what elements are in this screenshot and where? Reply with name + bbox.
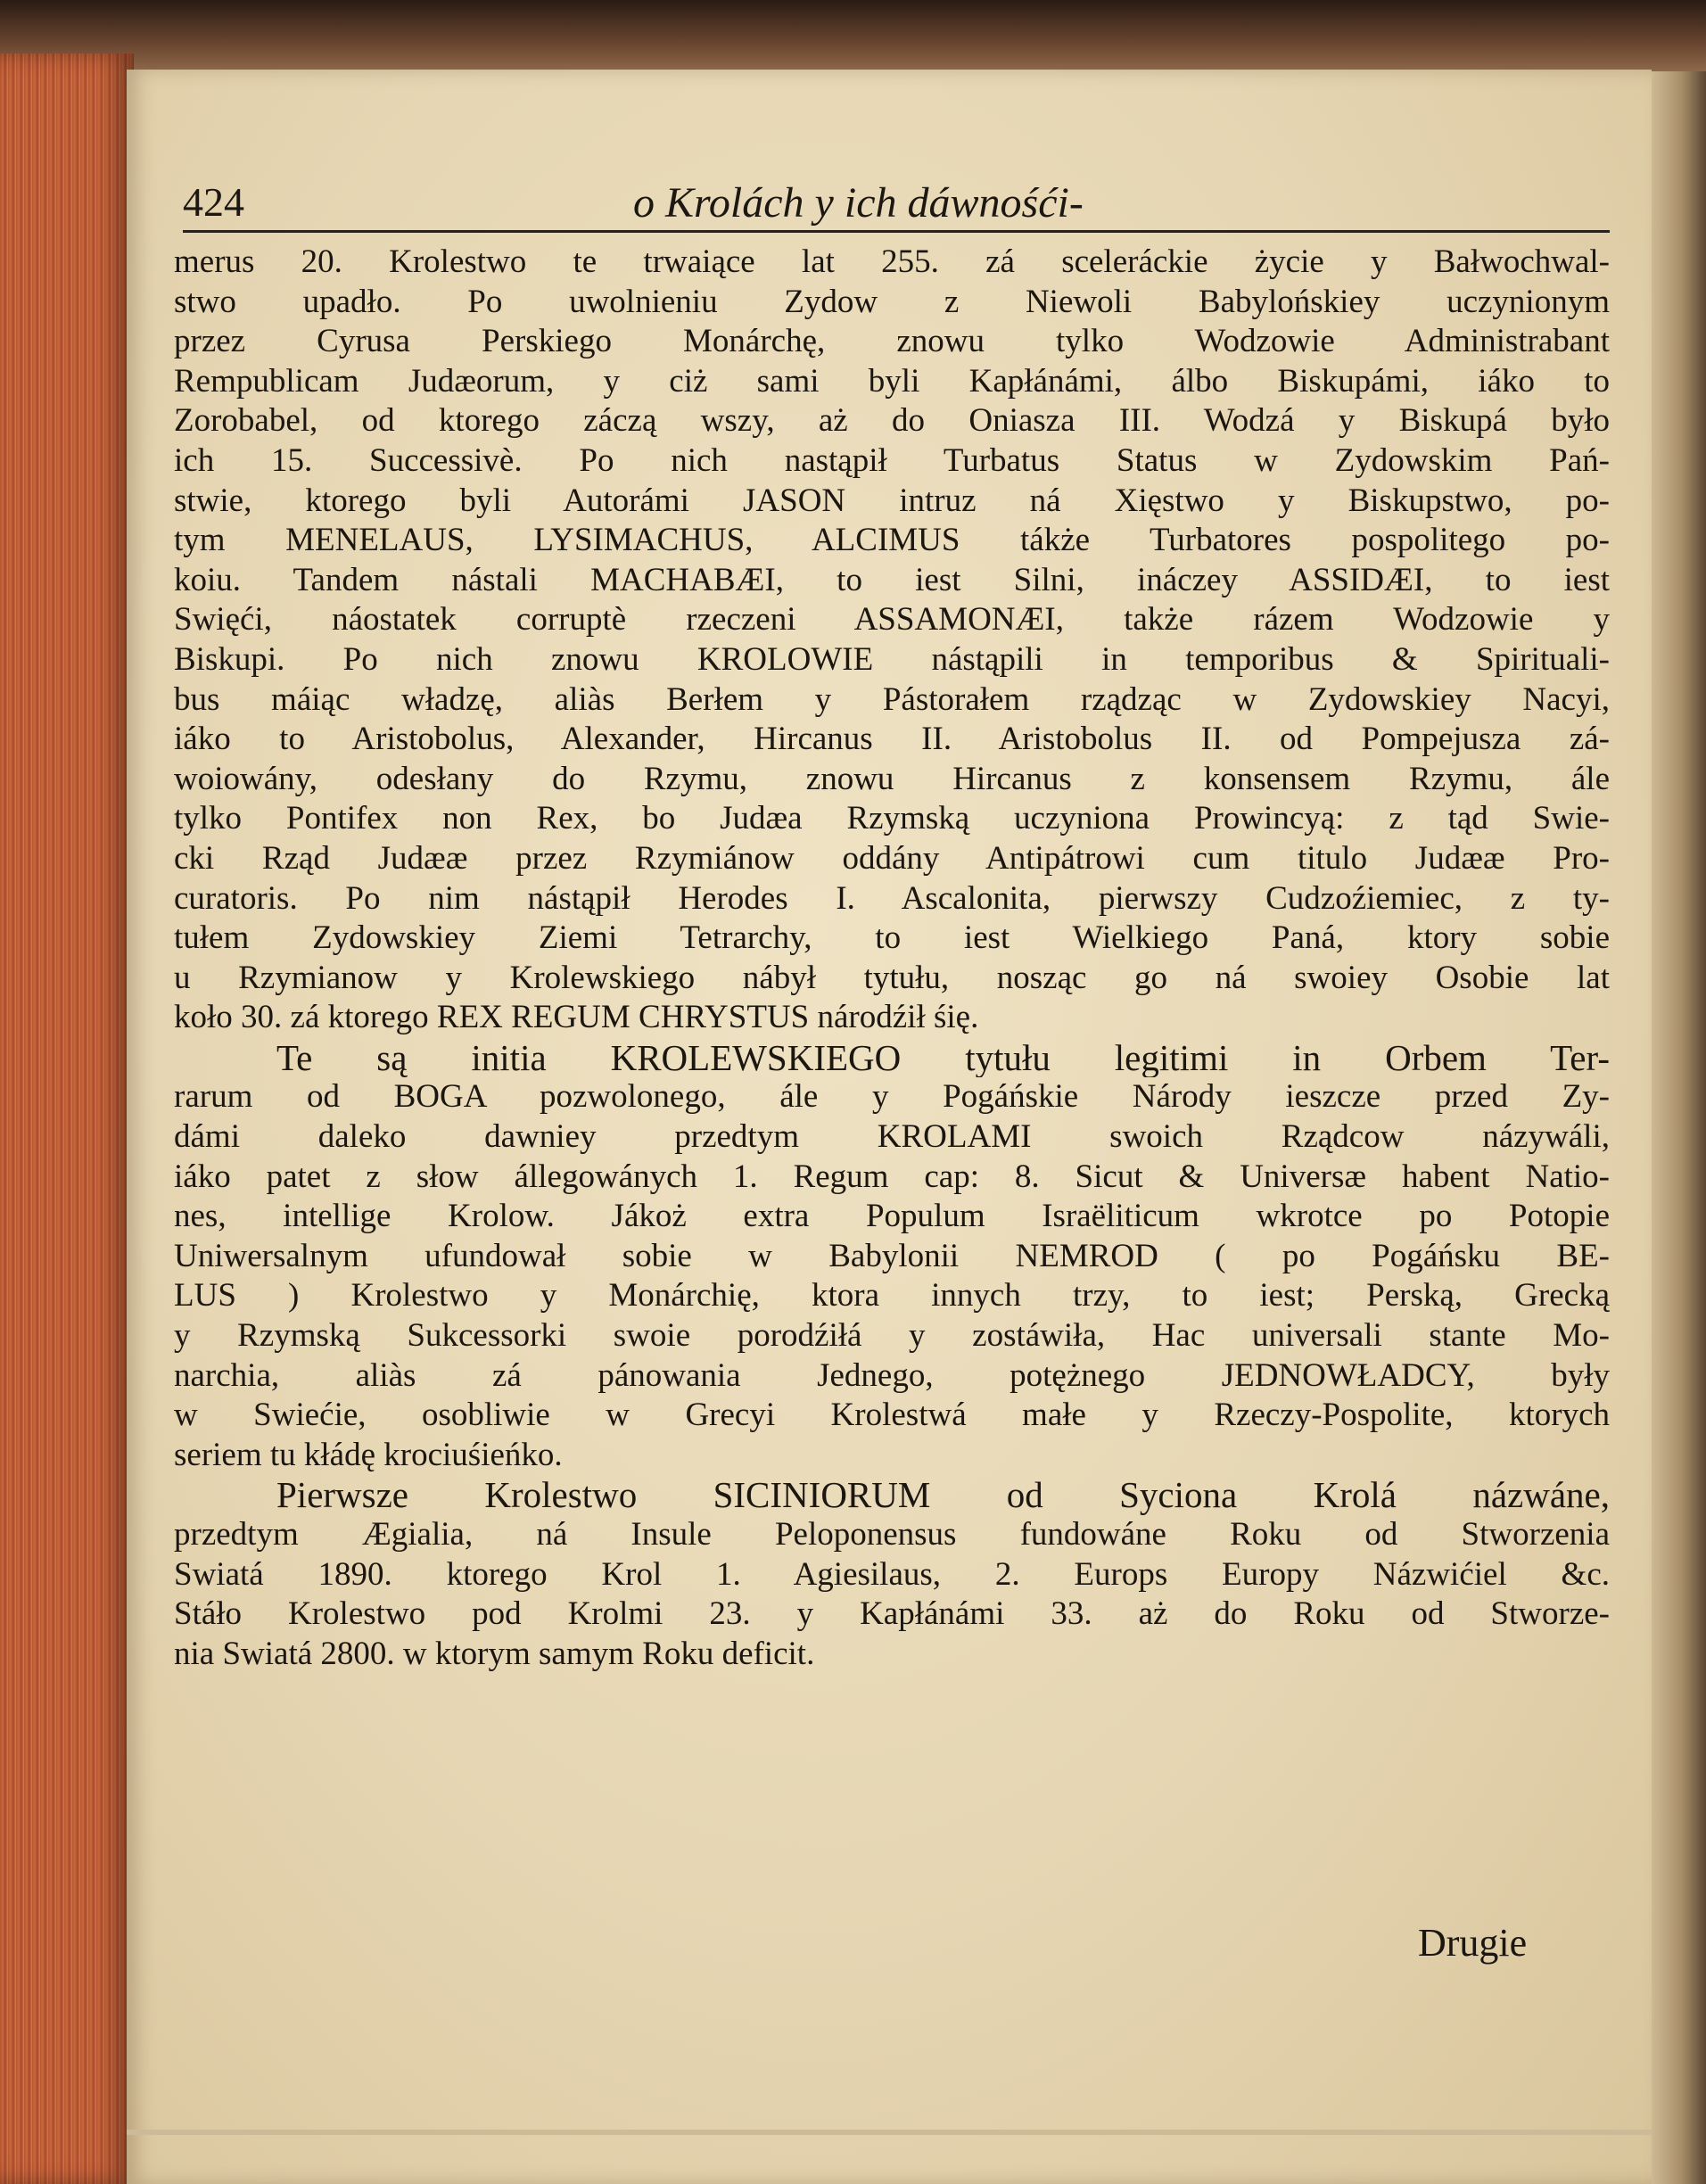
text-line: narchia, aliàs zá pánowania Jednego, potężnego JEDNOWŁADCY, były (174, 1356, 1610, 1394)
text-line: woiowány, odesłany do Rzymu, znowu Hircanus z konsensem Rzymu, ále (174, 760, 1610, 797)
text-line: iáko patet z słow állegowánych 1. Regum cap: 8. Sicut & Universæ habent Natio- (174, 1158, 1610, 1195)
text-line: bus máiąc władzę, aliàs Berłem y Pástorałem rządząc w Zydowskiey Nacyi, (174, 680, 1610, 718)
text-line: iáko to Aristobolus, Alexander, Hircanus II. Aristobolus II. od Pompejusza zá- (174, 721, 1610, 758)
text-line: curatoris. Po nim nástąpił Herodes I. Ascalonita, pierwszy Cudzoźiemiec, z ty- (174, 879, 1610, 917)
paragraph-start-line: Pierwsze Krolestwo SICINIORUM od Syciona Krolá názwáne, (276, 1475, 1610, 1515)
text-line: stwo upadło. Po uwolnieniu Zydow z Niewoli Babylońskiey uczynionym (174, 283, 1610, 320)
text-line: tym MENELAUS, LYSIMACHUS, ALCIMUS tákże Turbatores pospolitego po- (174, 522, 1610, 559)
text-line: przedtym Ægialia, ná Insule Peloponensus fundowáne Roku od Stworzenia (174, 1516, 1610, 1553)
text-line: nia Swiatá 2800. w ktorym samym Roku deficit. (174, 1635, 815, 1672)
text-line: tułem Zydowskiey Ziemi Tetrarchy, to iest Wielkiego Paná, ktory sobie (174, 919, 1610, 957)
text-line: merus 20. Krolestwo te trwaiące lat 255. zá sceleráckie życie y Bałwochwal- (174, 243, 1610, 280)
page-number: 424 (183, 179, 244, 225)
page-fore-edge (0, 54, 134, 2184)
body-text (174, 243, 1610, 1674)
text-line: w Swiećie, osobliwie w Grecyi Krolestwá małe y Rzeczy-Pospolite, ktorych (174, 1397, 1610, 1434)
text-line: LUS ) Krolestwo y Monárchię, ktora innych trzy, to iest; Perską, Grecką (174, 1277, 1610, 1315)
text-line: koiu. Tandem nástali MACHABÆI, to iest Silni, ináczey ASSIDÆI, to iest (174, 561, 1610, 598)
text-line: Swiatá 1890. ktorego Krol 1. Agiesilaus, 2. Europs Europy Názwićiel &c. (174, 1555, 1610, 1593)
page-header (183, 178, 1610, 232)
text-line: Uniwersalnym ufundował sobie w Babylonii NEMROD ( po Pogáńsku BE- (174, 1237, 1610, 1274)
text-line: Rempublicam Judæorum, y ciż sami byli Kapłánámi, álbo Biskupámi, iáko to (174, 362, 1610, 400)
text-line: ich 15. Successivè. Po nich nastąpił Turbatus Status w Zydowskim Pań- (174, 441, 1610, 479)
page-bottom-shade (127, 2130, 1652, 2135)
running-title: o Krolách y ich dáwnośći- (633, 179, 1084, 227)
text-line: tylko Pontifex non Rex, bo Judæa Rzymską uczyniona Prowincyą: z tąd Swie- (174, 800, 1610, 837)
text-line: przez Cyrusa Perskiego Monárchę, znowu tylko Wodzowie Administrabant (174, 323, 1610, 360)
text-line: cki Rząd Judææ przez Rzymiánow oddány Antipátrowi cum titulo Judææ Pro- (174, 839, 1610, 877)
text-line: stwie, ktorego byli Autorámi JASON intruz ná Xięstwo y Biskupstwo, po- (174, 482, 1610, 519)
text-line: rarum od BOGA pozwolonego, ále y Pogáńskie Národy ieszcze przed Zy- (174, 1078, 1610, 1116)
book-gutter (1644, 71, 1706, 2184)
text-line: dámi daleko dawniey przedtym KROLAMI swoich Rządcow názywáli, (174, 1118, 1610, 1156)
text-line: seriem tu kłádę krociuśieńko. (174, 1436, 563, 1473)
catchword: Drugie (1418, 1921, 1528, 1965)
text-line: y Rzymską Sukcessorki swoie porodźiłá y zostáwiła, Hac universali stante Mo- (174, 1317, 1610, 1355)
text-line: Biskupi. Po nich znowu KROLOWIE nástąpili in temporibus & Spirituali- (174, 640, 1610, 678)
header-rule (183, 230, 1610, 233)
book-top-edge (0, 0, 1706, 80)
text-line: Zorobabel, od ktorego záczą wszy, aż do Oniasza III. Wodzá y Biskupá było (174, 402, 1610, 440)
text-line: Stáło Krolestwo pod Krolmi 23. y Kapłánámi 33. aż do Roku od Stworze- (174, 1595, 1610, 1633)
paragraph-start-line: Te są initia KROLEWSKIEGO tytułu legitimi in Orbem Ter- (276, 1037, 1610, 1078)
text-line: nes, intellige Krolow. Jákoż extra Populum Israëliticum wkrotce po Potopie (174, 1198, 1610, 1235)
text-line: Swięći, náostatek corruptè rzeczeni ASSAMONÆI, także rázem Wodzowie y (174, 601, 1610, 639)
text-line: u Rzymianow y Krolewskiego nábył tytułu, nosząc go ná swoiey Osobie lat (174, 959, 1610, 996)
text-line: koło 30. zá ktorego REX REGUM CHRYSTUS národźił śię. (174, 999, 979, 1036)
